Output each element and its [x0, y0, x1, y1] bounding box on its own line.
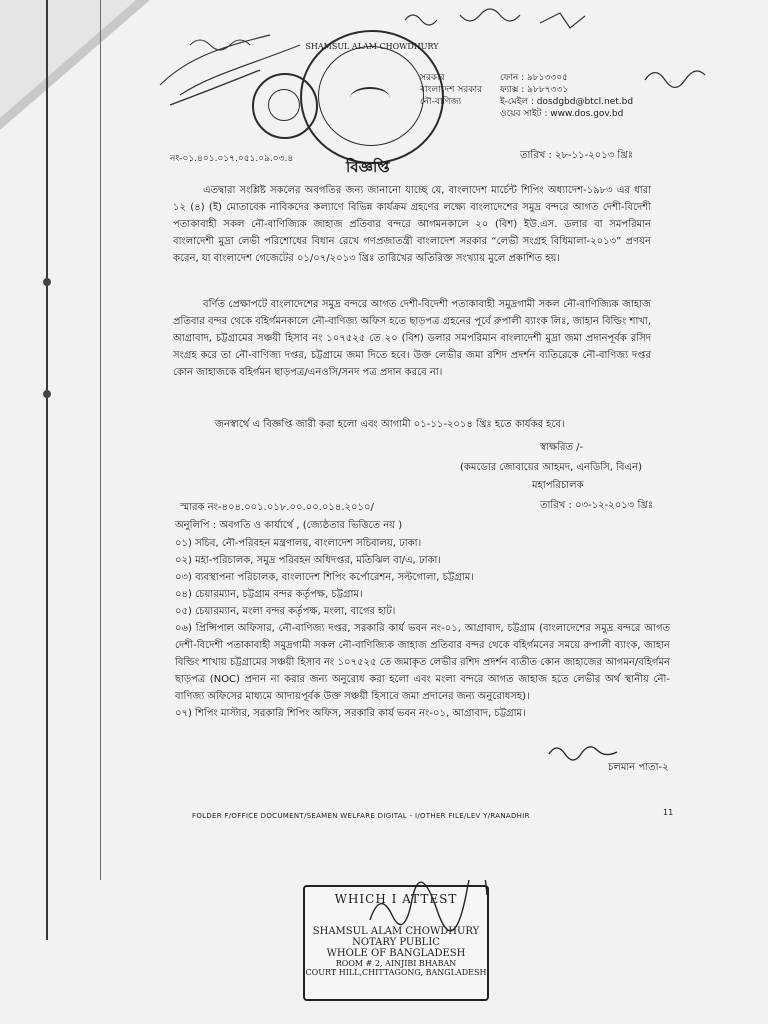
- paragraph-2: বর্ণিত প্রেক্ষাপটে বাংলাদেশের সমুদ্র বন্দরে আগত দেশী-বিদেশী পতাকাবাহী সমুদ্রগামী সকল নৌ-বাণিজ্যিক জাহাজ প্রতিবার বন্দর থেকে বহির্গমনকালে নৌ-বাণিজ্য অফিস হতে ছাড়পত্র গ্রহনের পূর্বে রুপালী ব্যাংক লিঃ, জাহান বিল্ডিং শাখা, আগ্রাবাদ, চট্টগ্রামের সঞ্চয়ী হিসাব নং ১০৭৫২৫ তে ২০ (বিশ) ডলার সমপরিমান বাংলাদেশী মুদ্রা জমা প্রদানপূর্বক রসিদ সংগ্রহ করে তা নৌ-বাণিজ্য দপ্তর, চট্টগ্রামে জমা দিতে হবে। উক্ত লেভীর জমা রশিদ প্রদর্শন ব্যতিরেকে নৌ-বাণিজ্য দপ্তর কোন জাহাজকে বহির্গমন ছাড়পত্র/এনওসি/সনদ পত্র প্রদান করবে না।: [173, 299, 651, 378]
- handwritten-annotation: [640, 60, 720, 90]
- website: ওয়েব সাইট : www.dos.gov.bd: [500, 109, 624, 119]
- page-edge-line: [46, 0, 48, 940]
- paragraph-3: জনস্বার্থে এ বিজ্ঞপ্তি জারী করা হলো এবং আগামী ০১-১১-২০১৪ খ্রিঃ হতে কার্যকর হবে।: [215, 419, 565, 430]
- copy-list: [175, 535, 670, 722]
- paragraph-1: এতদ্বারা সংশ্লিষ্ট সকলের অবগতির জন্য জানানো যাচ্ছে যে, বাংলাদেশ মার্চেন্ট শিপিং অধ্যাদেশ-১৯৮৩ এর ধারা ১২ (৪) (ই) মোতাবেক নাবিকদের কল্যাণে বিভিন্ন কার্যক্রম গ্রহণের লক্ষ্যে বাংলাদেশের সমুদ্র বন্দরে আগত দেশী-বিদেশী পতাকাবাহী সকল নৌ-বাণিজ্যিক জাহাজ প্রতিবার বন্দরে আগমনকালে ২০ (বিশ) ইউ.এস. ডলার বা সমপরিমান বাংলাদেশী মুদ্রা লেভী পরিশোধের বিধান রেখে গণপ্রজাতন্ত্রী বাংলাদেশ সরকার “লেভী সংগ্রহ বিধিমালা-২০১৩” প্রণয়ন করেন, যা বাংলাদেশ গেজেটের ০১/০৭/২০১৩ খ্রিঃ তারিখের অতিরিক্ত সংখ্যায় মুলে প্রকাশিত হয়।: [173, 185, 651, 264]
- stamp-line: SHAMSUL ALAM CHOWDHURY: [312, 926, 480, 937]
- signed-label: স্বাক্ষরিত /-: [540, 442, 584, 453]
- stamp-line: ROOM # 2, AINJIBI BHABAN: [335, 959, 457, 968]
- notice-title: বিজ্ঞপ্তি: [346, 158, 390, 176]
- email: ই-মেইল : dosdgbd@btcl.net.bd: [500, 97, 634, 107]
- footer-file-path: FOLDER F/OFFICE DOCUMENT/SEAMEN WELFARE DIGITAL - I/OTHER FILE/LEV Y/RANADHIR: [192, 812, 530, 820]
- notary-signature: [360, 880, 500, 940]
- handwritten-annotation: [400, 5, 600, 35]
- stamp-line: NOTARY PUBLIC: [352, 937, 440, 948]
- list-item: ০৬) প্রিন্সিপাল অফিসার, নৌ-বাণিজ্য দপ্তর, সরকারি কার্য ভবন নং-০১, আগ্রাবাদ, চট্টগ্রাম (বাংলাদেশের সমুদ্র বন্দরে আগত দেশী-বিদেশী পতাকাবাহী সমুদ্রগামী সকল নৌ-বাণিজ্যিক জাহাজ প্রতিবার বন্দর থেকে বহির্গমনের সময়ে রুপালী ব্যাংক, জাহান বিল্ডিং শাখায় চট্টগ্রামের সঞ্চয়ী হিসাব নং ১০৭৫২৫ তে জমাকৃত লেভীর রশিদ প্রদর্শন ব্যতীত কোন জাহাজের আগমন/বহির্গমন ছাড়পত্র (NOC) প্রদান না করার জন্য অনুরোধ করা হলো এবং মংলা বন্দরে আগত জাহাজ হতে লেভীর অর্থ স্থানীয় নৌ-বাণিজ্য অফিসের মাধ্যমে আদায়পূর্বক উক্ত সঞ্চয়ী হিসাবে জমা প্রদানের জন্য অনুরোধসহ)।: [175, 623, 670, 702]
- office-line: নৌ-বাণিজ্য: [420, 97, 462, 107]
- copy-heading: অনুলিপি : অবগতি ও কার্যার্থে , (জ্যেষ্ঠতার ভিত্তিতে নয় ): [175, 520, 403, 531]
- reference-number: নং-০১.৪০১.০১৭.০৫১.০৯.০৩.৪: [170, 154, 294, 164]
- binder-hole: [43, 278, 51, 286]
- list-item: ০৪) চেয়ারম্যান, চট্টগ্রাম বন্দর কর্তৃপক্ষ, চট্টগ্রাম।: [175, 589, 363, 600]
- memo-number: স্মারক নং-৪০৪.০০১.০১৮.০০.০০.০১৪.২০১০/: [180, 502, 374, 513]
- list-item: ০২) মহা-পরিচালক, সমুদ্র পরিবহন অধিদপ্তর, মতিঝিল বা/এ, ঢাকা।: [175, 555, 442, 566]
- list-item: ০৫) চেয়ারম্যান, মংলা বন্দর কর্তৃপক্ষ, মংলা, বাগের হাট।: [175, 606, 396, 617]
- contact-block: [500, 72, 633, 120]
- issue-date: তারিখ : ২৮-১১-২০১৩ খ্রিঃ: [520, 150, 634, 161]
- stamp-line: WHOLE OF BANGLADESH: [326, 948, 466, 959]
- stamp-line: WHICH I ATTEST: [334, 892, 458, 906]
- fax: ফ্যাক্স : ৯৮৮৭৩৩১: [500, 85, 569, 95]
- memo-date: তারিখ : ০৩-১২-২০১৩ খ্রিঃ: [540, 500, 654, 511]
- continued-page-note: চলমান পাতা-২: [608, 762, 669, 773]
- stamp-line: COURT HILL,CHITTAGONG, BANGLADESH: [305, 968, 487, 977]
- signatory-designation: মহাপরিচালক: [532, 480, 584, 491]
- signature-scribble: [545, 740, 625, 762]
- list-item: ০৭) শিপিং মাস্টার, সরকারি শিপিং অফিস, সরকারি কার্য ভবন নং-০১, আগ্রাবাদ, চট্টগ্রাম।: [175, 708, 526, 719]
- binder-hole: [43, 390, 51, 398]
- office-line: সরকার: [420, 73, 445, 83]
- office-header: [420, 72, 482, 108]
- page-number: 11: [663, 808, 674, 817]
- office-line: বাংলাদেশ সরকার: [420, 85, 483, 95]
- signatory-name: (কমডোর জোবায়ের আহমদ, এনডিসি, বিএন): [460, 462, 642, 473]
- folded-corner-highlight: [0, 0, 136, 118]
- margin-line: [100, 0, 101, 880]
- seal-text: SHAMSUL ALAM CHOWDHURY: [305, 42, 439, 51]
- phone: ফোন : ৯৮১৩৩০৫: [500, 73, 568, 83]
- list-item: ০৩) ব্যবস্থাপনা পরিচালক, বাংলাদেশ শিপিং কর্পোরেশন, সল্টগোলা, চট্টগ্রাম।: [175, 572, 474, 583]
- list-item: ০১) সচিব, নৌ-পরিবহন মন্ত্রণালয়, বাংলাদেশ সচিবালয়, ঢাকা।: [175, 538, 422, 549]
